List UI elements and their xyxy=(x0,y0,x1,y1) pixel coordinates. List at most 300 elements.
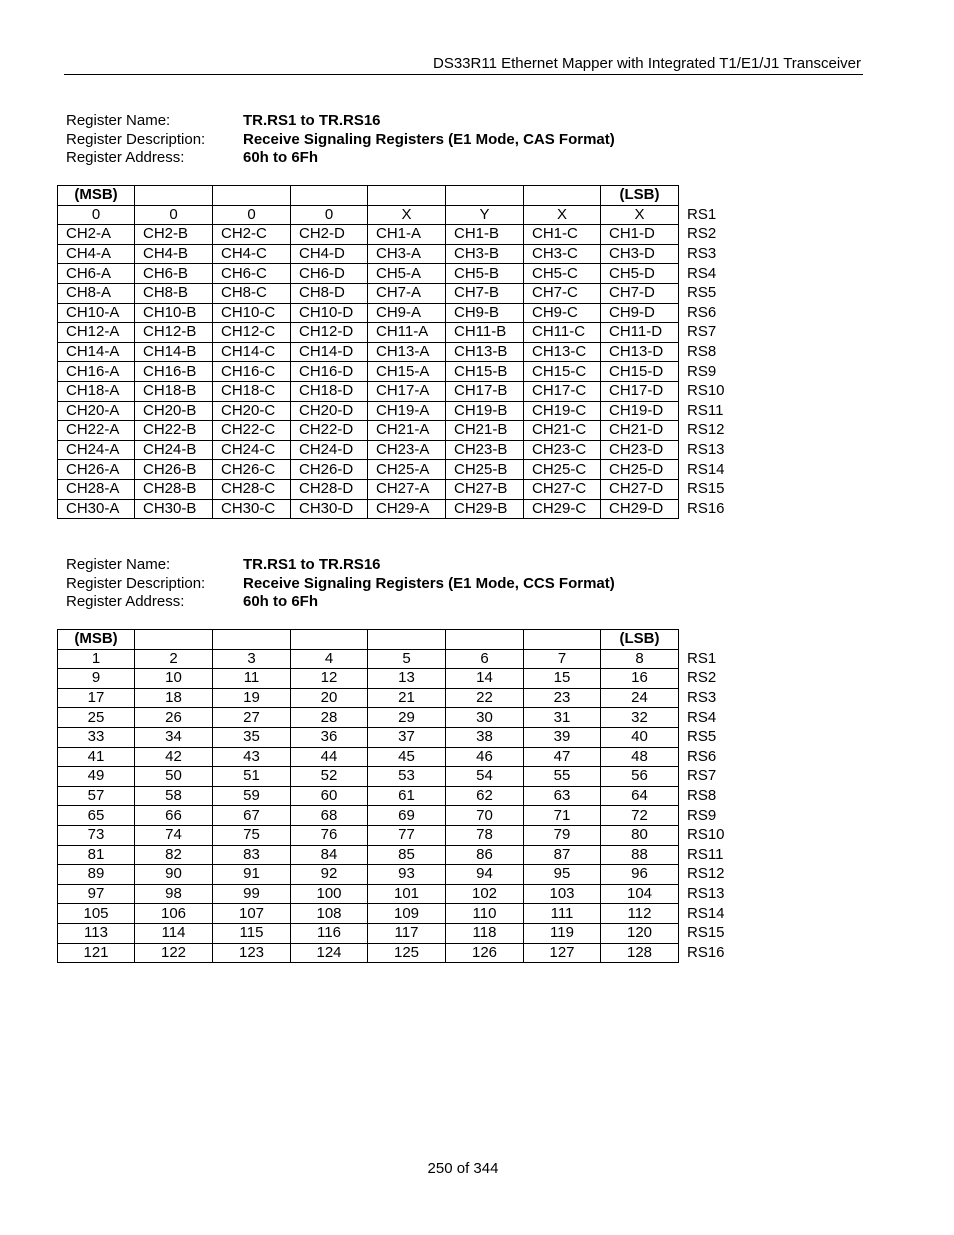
table-cell: CH10-A xyxy=(58,303,135,323)
table-cell: 7 xyxy=(524,649,601,669)
register-info-cas xyxy=(66,112,615,168)
table-cell: 44 xyxy=(291,747,368,767)
table-cell: 75 xyxy=(213,825,291,845)
table-cell: CH19-D xyxy=(601,401,679,421)
table-cell: CH16-B xyxy=(135,362,213,382)
row-register-label: RS12 xyxy=(687,865,725,883)
table-cell: X xyxy=(524,205,601,225)
table-cell: CH22-D xyxy=(291,421,368,441)
header-rule xyxy=(64,74,863,75)
table-cell: CH3-D xyxy=(601,244,679,264)
table-cell: 74 xyxy=(135,825,213,845)
table-row xyxy=(58,767,738,787)
table-cell: 15 xyxy=(524,669,601,689)
table-cell: CH12-B xyxy=(135,323,213,343)
table-cell: 88 xyxy=(601,845,679,865)
table-cell: CH13-B xyxy=(446,342,524,362)
table-row xyxy=(58,323,738,343)
row-register-label: RS6 xyxy=(687,747,717,765)
row-register-label: RS5 xyxy=(687,728,717,746)
table-cell: 85 xyxy=(368,845,446,865)
table-cell: CH28-C xyxy=(213,479,291,499)
register-address: 60h to 6Fh xyxy=(243,149,319,166)
table-cell: 39 xyxy=(524,727,601,747)
table-cell: CH16-D xyxy=(291,362,368,382)
table-cell: 60 xyxy=(291,786,368,806)
table-row xyxy=(58,479,738,499)
table-cell: 46 xyxy=(446,747,524,767)
table-cell: 67 xyxy=(213,806,291,826)
table-cell: 16 xyxy=(601,669,679,689)
register-address: 60h to 6Fh xyxy=(243,593,319,610)
table-row xyxy=(58,865,738,885)
table-cell: CH19-C xyxy=(524,401,601,421)
table-cell: 80 xyxy=(601,825,679,845)
table-cell: CH6-D xyxy=(291,264,368,284)
table-row xyxy=(58,786,738,806)
table-cell: 6 xyxy=(446,649,524,669)
table-header-cell xyxy=(291,630,368,650)
row-register-label: RS4 xyxy=(687,708,717,726)
table-cell: 71 xyxy=(524,806,601,826)
row-register-label: RS3 xyxy=(687,689,717,707)
table-row xyxy=(58,727,738,747)
table-header-cell xyxy=(213,630,291,650)
register-description-label: Register Description: xyxy=(66,574,206,592)
table-cell: 93 xyxy=(368,865,446,885)
table-cell: CH17-C xyxy=(524,381,601,401)
table-cell: 110 xyxy=(446,904,524,924)
table-cell: CH24-C xyxy=(213,440,291,460)
table-cell: 17 xyxy=(58,688,135,708)
table-row xyxy=(58,244,738,264)
table-cell: CH30-B xyxy=(135,499,213,519)
table-cell: 51 xyxy=(213,767,291,787)
row-register-label: RS9 xyxy=(687,806,717,824)
table-cell: CH21-D xyxy=(601,421,679,441)
table-cell: CH20-A xyxy=(58,401,135,421)
table-cell: CH2-C xyxy=(213,225,291,245)
table-cell: CH8-A xyxy=(58,283,135,303)
table-cell: CH28-D xyxy=(291,479,368,499)
table-cell: 61 xyxy=(368,786,446,806)
table-header-cell: (MSB) xyxy=(58,630,135,650)
table-cell: CH5-D xyxy=(601,264,679,284)
table-cell: CH17-B xyxy=(446,381,524,401)
table-row xyxy=(58,205,738,225)
table-cell: CH25-C xyxy=(524,460,601,480)
table-cell: 126 xyxy=(446,943,524,963)
table-cell: CH17-D xyxy=(601,381,679,401)
row-register-label: RS11 xyxy=(687,401,724,419)
table-row xyxy=(58,825,738,845)
table-header-cell: (LSB) xyxy=(601,630,679,650)
table-cell: 59 xyxy=(213,786,291,806)
table-header-cell xyxy=(135,630,213,650)
table-cell: CH20-D xyxy=(291,401,368,421)
table-cell: 107 xyxy=(213,904,291,924)
table-cell: CH22-A xyxy=(58,421,135,441)
table-cell: 50 xyxy=(135,767,213,787)
table-cell: 91 xyxy=(213,865,291,885)
row-register-label: RS2 xyxy=(687,225,717,243)
table-cell: CH20-B xyxy=(135,401,213,421)
table-cell: CH13-C xyxy=(524,342,601,362)
table-row xyxy=(58,303,738,323)
table-cell: CH1-A xyxy=(368,225,446,245)
table-cell: CH10-D xyxy=(291,303,368,323)
table-row xyxy=(58,884,738,904)
table-header-cell xyxy=(368,630,446,650)
row-register-label: RS2 xyxy=(687,669,717,687)
table-cell: CH1-C xyxy=(524,225,601,245)
table-cell: 82 xyxy=(135,845,213,865)
table-cell: 19 xyxy=(213,688,291,708)
row-register-label: RS7 xyxy=(687,767,717,785)
table-cell: 68 xyxy=(291,806,368,826)
table-cell: CH2-A xyxy=(58,225,135,245)
table-cell: CH11-C xyxy=(524,323,601,343)
table-cell: 118 xyxy=(446,923,524,943)
table-cell: 23 xyxy=(524,688,601,708)
row-register-label: RS16 xyxy=(687,943,725,961)
table-cell: CH7-D xyxy=(601,283,679,303)
table-cell: CH1-D xyxy=(601,225,679,245)
table-cell: CH3-C xyxy=(524,244,601,264)
register-info-ccs xyxy=(66,556,615,612)
table-cell: CH22-C xyxy=(213,421,291,441)
table-cell: 1 xyxy=(58,649,135,669)
table-cell: 119 xyxy=(524,923,601,943)
register-address-label: Register Address: xyxy=(66,593,185,610)
table-cell: CH4-B xyxy=(135,244,213,264)
table-header-cell xyxy=(291,186,368,206)
table-cell: 76 xyxy=(291,825,368,845)
table-row xyxy=(58,845,738,865)
table-cell: 84 xyxy=(291,845,368,865)
table-cell: CH24-B xyxy=(135,440,213,460)
table-cell: CH9-B xyxy=(446,303,524,323)
table-cell: CH8-D xyxy=(291,283,368,303)
table-cell: 97 xyxy=(58,884,135,904)
table-cell: CH21-A xyxy=(368,421,446,441)
table-row xyxy=(58,669,738,689)
row-label-spacer xyxy=(679,630,738,650)
table-cell: 41 xyxy=(58,747,135,767)
table-cell: CH15-A xyxy=(368,362,446,382)
table-cell: 54 xyxy=(446,767,524,787)
table-cell: 63 xyxy=(524,786,601,806)
register-table-ccs xyxy=(57,629,738,963)
table-cell: 11 xyxy=(213,669,291,689)
row-register-label: RS11 xyxy=(687,845,724,863)
table-cell: CH27-C xyxy=(524,479,601,499)
table-cell: 35 xyxy=(213,727,291,747)
table-cell: CH14-A xyxy=(58,342,135,362)
row-register-label: RS1 xyxy=(687,649,717,667)
table-cell: 122 xyxy=(135,943,213,963)
register-description-label: Register Description: xyxy=(66,130,206,148)
table-cell: 96 xyxy=(601,865,679,885)
table-cell: 13 xyxy=(368,669,446,689)
table-row xyxy=(58,688,738,708)
table-cell: CH5-B xyxy=(446,264,524,284)
table-cell: CH3-A xyxy=(368,244,446,264)
table-cell: CH15-C xyxy=(524,362,601,382)
table-cell: 48 xyxy=(601,747,679,767)
table-row xyxy=(58,342,738,362)
table-cell: CH19-A xyxy=(368,401,446,421)
table-cell: CH18-D xyxy=(291,381,368,401)
table-cell: 38 xyxy=(446,727,524,747)
table-cell: 43 xyxy=(213,747,291,767)
table-cell: 102 xyxy=(446,884,524,904)
table-row xyxy=(58,381,738,401)
table-cell: 27 xyxy=(213,708,291,728)
table-cell: CH2-B xyxy=(135,225,213,245)
table-cell: CH10-C xyxy=(213,303,291,323)
table-cell: 42 xyxy=(135,747,213,767)
table-row xyxy=(58,649,738,669)
row-register-label: RS1 xyxy=(687,205,717,223)
row-register-label: RS13 xyxy=(687,441,725,459)
table-cell: 34 xyxy=(135,727,213,747)
table-cell: 2 xyxy=(135,649,213,669)
table-cell: 20 xyxy=(291,688,368,708)
table-cell: CH25-D xyxy=(601,460,679,480)
row-register-label: RS8 xyxy=(687,343,717,361)
table-cell: 0 xyxy=(135,205,213,225)
table-cell: CH9-A xyxy=(368,303,446,323)
table-cell: CH11-B xyxy=(446,323,524,343)
table-header-cell: (MSB) xyxy=(58,186,135,206)
register-table-cas xyxy=(57,185,738,519)
table-cell: 111 xyxy=(524,904,601,924)
table-cell: CH1-B xyxy=(446,225,524,245)
table-row xyxy=(58,499,738,519)
table-cell: CH29-C xyxy=(524,499,601,519)
table-cell: CH23-A xyxy=(368,440,446,460)
table-cell: 86 xyxy=(446,845,524,865)
row-register-label: RS7 xyxy=(687,323,717,341)
table-cell: 25 xyxy=(58,708,135,728)
table-row xyxy=(58,708,738,728)
table-cell: CH28-A xyxy=(58,479,135,499)
table-cell: 69 xyxy=(368,806,446,826)
table-row xyxy=(58,283,738,303)
table-cell: 113 xyxy=(58,923,135,943)
table-cell: CH16-C xyxy=(213,362,291,382)
row-register-label: RS10 xyxy=(687,382,725,400)
table-cell: CH13-A xyxy=(368,342,446,362)
row-register-label: RS15 xyxy=(687,480,725,498)
table-cell: 47 xyxy=(524,747,601,767)
table-cell: 57 xyxy=(58,786,135,806)
table-cell: CH4-A xyxy=(58,244,135,264)
table-cell: CH26-B xyxy=(135,460,213,480)
table-cell: 21 xyxy=(368,688,446,708)
table-cell: 112 xyxy=(601,904,679,924)
table-cell: 106 xyxy=(135,904,213,924)
table-cell: 52 xyxy=(291,767,368,787)
table-header-cell xyxy=(446,186,524,206)
table-cell: 89 xyxy=(58,865,135,885)
table-cell: 116 xyxy=(291,923,368,943)
table-cell: 70 xyxy=(446,806,524,826)
table-cell: CH30-A xyxy=(58,499,135,519)
table-cell: CH23-D xyxy=(601,440,679,460)
table-cell: 99 xyxy=(213,884,291,904)
table-cell: 100 xyxy=(291,884,368,904)
table-cell: CH20-C xyxy=(213,401,291,421)
table-cell: CH23-B xyxy=(446,440,524,460)
table-row xyxy=(58,225,738,245)
row-label-spacer xyxy=(679,186,738,206)
table-cell: 123 xyxy=(213,943,291,963)
table-row xyxy=(58,401,738,421)
table-cell: 32 xyxy=(601,708,679,728)
table-cell: CH24-A xyxy=(58,440,135,460)
table-cell: CH27-A xyxy=(368,479,446,499)
table-cell: 36 xyxy=(291,727,368,747)
table-cell: CH28-B xyxy=(135,479,213,499)
table-cell: 56 xyxy=(601,767,679,787)
table-cell: CH26-A xyxy=(58,460,135,480)
register-name: TR.RS1 to TR.RS16 xyxy=(243,556,381,573)
row-register-label: RS8 xyxy=(687,787,717,805)
table-cell: CH21-B xyxy=(446,421,524,441)
table-cell: 92 xyxy=(291,865,368,885)
row-register-label: RS3 xyxy=(687,245,717,263)
table-cell: CH21-C xyxy=(524,421,601,441)
table-cell: 108 xyxy=(291,904,368,924)
table-cell: CH11-A xyxy=(368,323,446,343)
row-register-label: RS6 xyxy=(687,303,717,321)
table-cell: CH4-C xyxy=(213,244,291,264)
table-cell: 22 xyxy=(446,688,524,708)
page-header: DS33R11 Ethernet Mapper with Integrated T1/E1/J1 Transceiver xyxy=(432,55,861,72)
row-register-label: RS4 xyxy=(687,264,717,282)
table-cell: CH6-C xyxy=(213,264,291,284)
table-cell: CH9-C xyxy=(524,303,601,323)
table-cell: CH27-D xyxy=(601,479,679,499)
table-cell: 55 xyxy=(524,767,601,787)
table-cell: 120 xyxy=(601,923,679,943)
register-address-label: Register Address: xyxy=(66,149,185,166)
table-header-cell xyxy=(524,186,601,206)
table-cell: 72 xyxy=(601,806,679,826)
table-cell: 40 xyxy=(601,727,679,747)
table-cell: 115 xyxy=(213,923,291,943)
table-cell: 10 xyxy=(135,669,213,689)
table-cell: CH18-A xyxy=(58,381,135,401)
table-cell: CH14-D xyxy=(291,342,368,362)
table-cell: CH27-B xyxy=(446,479,524,499)
table-cell: 77 xyxy=(368,825,446,845)
table-cell: 9 xyxy=(58,669,135,689)
table-cell: CH17-A xyxy=(368,381,446,401)
table-row xyxy=(58,747,738,767)
table-cell: 24 xyxy=(601,688,679,708)
table-cell: 3 xyxy=(213,649,291,669)
table-row xyxy=(58,923,738,943)
table-cell: CH12-C xyxy=(213,323,291,343)
table-cell: 90 xyxy=(135,865,213,885)
table-header-cell: (LSB) xyxy=(601,186,679,206)
row-register-label: RS15 xyxy=(687,924,725,942)
table-cell: 14 xyxy=(446,669,524,689)
table-cell: CH14-B xyxy=(135,342,213,362)
table-cell: CH15-B xyxy=(446,362,524,382)
table-cell: CH30-D xyxy=(291,499,368,519)
table-cell: 73 xyxy=(58,825,135,845)
table-row xyxy=(58,264,738,284)
table-cell: CH7-A xyxy=(368,283,446,303)
table-cell: 12 xyxy=(291,669,368,689)
table-row xyxy=(58,421,738,441)
page-number: 250 of 344 xyxy=(427,1160,499,1177)
register-name-label: Register Name: xyxy=(66,556,171,573)
table-cell: 0 xyxy=(58,205,135,225)
table-row xyxy=(58,806,738,826)
table-row xyxy=(58,440,738,460)
table-cell: CH19-B xyxy=(446,401,524,421)
table-cell: CH24-D xyxy=(291,440,368,460)
table-cell: CH2-D xyxy=(291,225,368,245)
row-register-label: RS12 xyxy=(687,421,725,439)
table-cell: 109 xyxy=(368,904,446,924)
table-cell: Y xyxy=(446,205,524,225)
table-cell: CH30-C xyxy=(213,499,291,519)
row-register-label: RS5 xyxy=(687,284,717,302)
table-cell: 26 xyxy=(135,708,213,728)
table-cell: 125 xyxy=(368,943,446,963)
table-cell: 101 xyxy=(368,884,446,904)
table-cell: 4 xyxy=(291,649,368,669)
table-cell: 79 xyxy=(524,825,601,845)
row-register-label: RS13 xyxy=(687,885,725,903)
table-cell: CH5-C xyxy=(524,264,601,284)
row-register-label: RS14 xyxy=(687,460,725,478)
table-cell: CH6-B xyxy=(135,264,213,284)
table-cell: 18 xyxy=(135,688,213,708)
table-row xyxy=(58,943,738,963)
table-cell: 121 xyxy=(58,943,135,963)
register-name-label: Register Name: xyxy=(66,112,171,129)
table-cell: CH15-D xyxy=(601,362,679,382)
table-cell: CH13-D xyxy=(601,342,679,362)
table-cell: 124 xyxy=(291,943,368,963)
table-cell: CH10-B xyxy=(135,303,213,323)
table-cell: CH18-C xyxy=(213,381,291,401)
table-cell: 0 xyxy=(291,205,368,225)
table-cell: 66 xyxy=(135,806,213,826)
table-cell: CH16-A xyxy=(58,362,135,382)
table-cell: 8 xyxy=(601,649,679,669)
table-cell: CH4-D xyxy=(291,244,368,264)
table-cell: CH29-A xyxy=(368,499,446,519)
table-cell: CH6-A xyxy=(58,264,135,284)
table-header-cell xyxy=(524,630,601,650)
table-cell: 83 xyxy=(213,845,291,865)
table-cell: 58 xyxy=(135,786,213,806)
table-cell: CH26-C xyxy=(213,460,291,480)
table-cell: 95 xyxy=(524,865,601,885)
table-cell: 53 xyxy=(368,767,446,787)
register-name: TR.RS1 to TR.RS16 xyxy=(243,112,381,129)
table-cell: CH3-B xyxy=(446,244,524,264)
table-cell: 37 xyxy=(368,727,446,747)
